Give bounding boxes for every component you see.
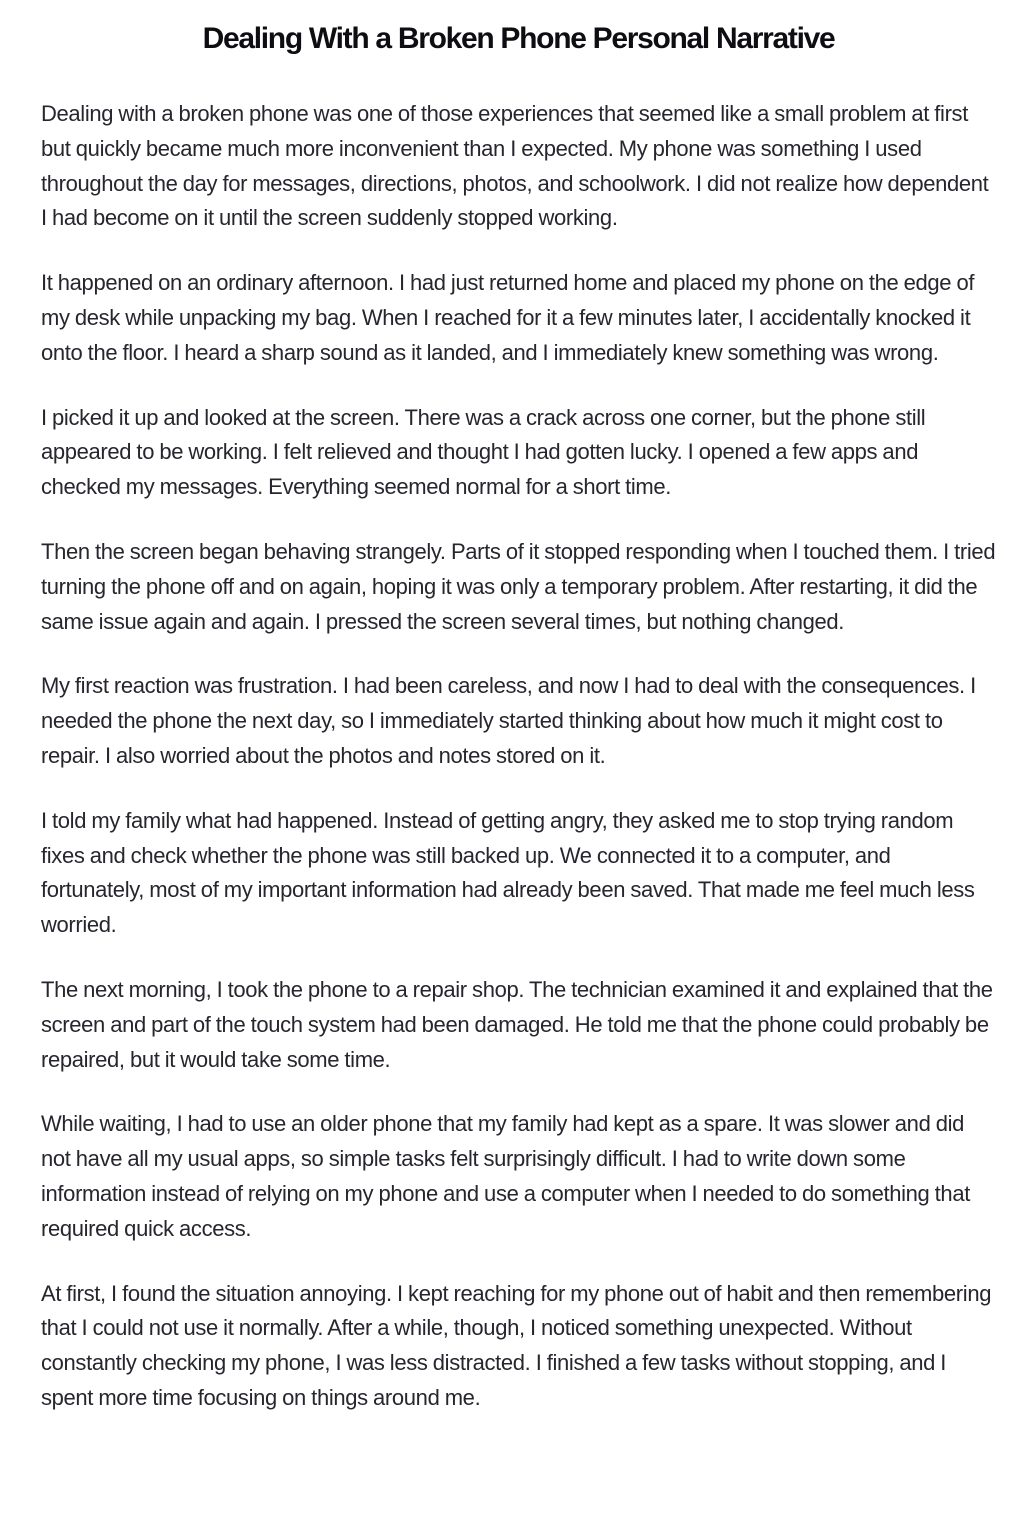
document-body [41,97,996,1416]
paragraph-7: The next morning, I took the phone to a repair shop. The technician examined it and explained that the screen and part of the touch system had been damaged. He told me that the phone could probably be repaired, but it would take some time. [41,976,993,1072]
paragraph-1: Dealing with a broken phone was one of those experiences that seemed like a small problem at first but quickly became much more inconvenient than I expected. My phone was something I used throughout the day for messages, directions, photos, and schoolwork. I did not realize how dependent I had become on it until the screen suddenly stopped working. [41,101,989,231]
paragraph-2: It happened on an ordinary afternoon. I had just returned home and placed my phone on the edge of my desk while unpacking my bag. When I reached for it a few minutes later, I accidentally knocked it onto the floor. I heard a sharp sound as it landed, and I immediately knew something was wrong. [41,270,975,365]
paragraph-5: My first reaction was frustration. I had been careless, and now I had to deal with the consequences. I needed the phone the next day, so I immediately started thinking about how much it might cost to repair. I also worried about the photos and notes stored on it. [41,673,976,768]
document-title: Dealing With a Broken Phone Personal Narrative [202,22,835,55]
paragraph-9: At first, I found the situation annoying. I kept reaching for my phone out of habit and then remembering that I could not use it normally. After a while, though, I noticed something unexpected. Without constantly checking my phone, I was less distracted. I finished a few tasks without stopping, and I spent more time focusing on things around me. [41,1280,992,1410]
paragraph-4: Then the screen began behaving strangely. Parts of it stopped responding when I touched them. I tried turning the phone off and on again, hoping it was only a temporary problem. After restarting, it did the same issue again and again. I pressed the screen several times, but nothing changed. [41,538,996,634]
paragraph-8: While waiting, I had to use an older phone that my family had kept as a spare. It was slower and did not have all my usual apps, so simple tasks felt surprisingly difficult. I had to write down some information instead of relying on my phone and use a computer when I needed to do something that required quick access. [41,1111,970,1241]
paragraph-3: I picked it up and looked at the screen. There was a crack across one corner, but the phone still appeared to be working. I felt relieved and thought I had gotten lucky. I opened a few apps and checked my messages. Everything seemed normal for a short time. [41,404,926,500]
paragraph-6: I told my family what had happened. Instead of getting angry, they asked me to stop trying random fixes and check whether the phone was still backed up. We connected it to a computer, and fortunately, most of my important information had already been saved. That made me feel much less worried. [41,807,975,938]
